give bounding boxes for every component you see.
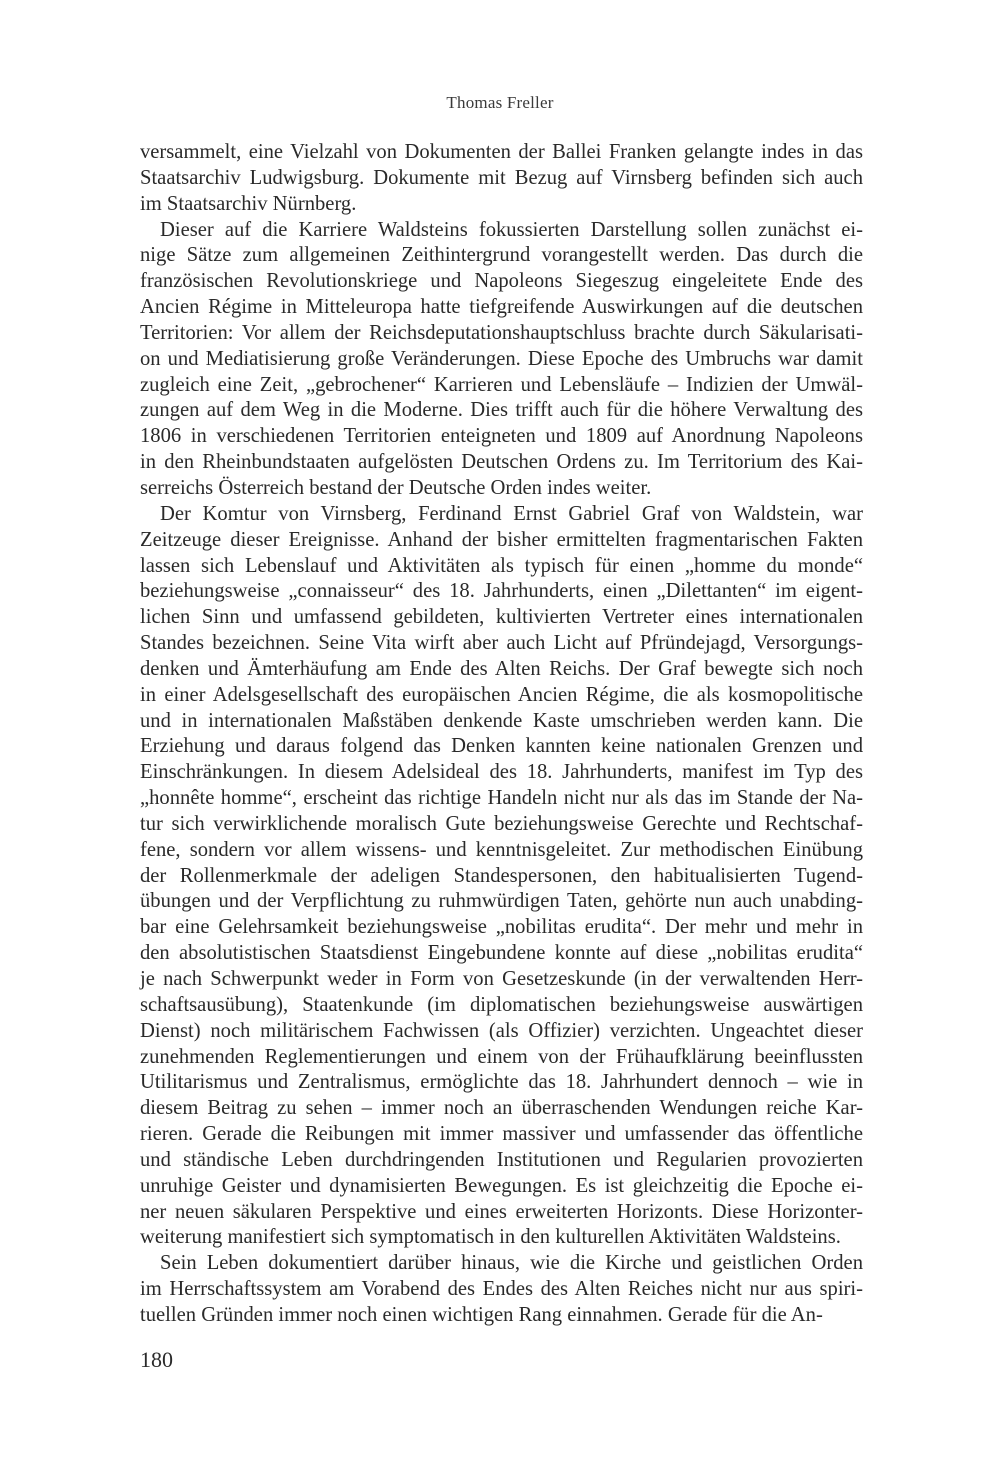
text-line: on und Mediatisierung große Veränderungen. Diese Epoche des Umbruchs war damit [140,347,863,370]
text-line: diesem Beitrag zu sehen – immer noch an überraschenden Wendungen reiche Kar- [140,1097,863,1120]
text-line: Dieser auf die Karriere Waldsteins fokussierten Darstellung sollen zunächst ei- [160,218,863,241]
text-line: denken und Ämterhäufung am Ende des Alten Reichs. Der Graf bewegte sich noch [140,657,863,680]
text-line: in den Rheinbundstaaten aufgelösten Deutschen Ordens zu. Im Territorium des Kai- [140,451,863,474]
text-line: übungen und der Verpflichtung zu ruhmwürdigen Taten, gehörte nun auch unabding- [140,890,863,913]
text-line: nige Sätze zum allgemeinen Zeithintergrund vorangestellt werden. Das durch die [140,244,863,267]
text-line: lassen sich Lebenslauf und Aktivitäten als typisch für einen „homme du monde“ [140,554,863,577]
text-line: schaftsausübung), Staatenkunde (im diplomatischen beziehungsweise auswärtigen [140,993,863,1016]
text-line: serreichs Österreich bestand der Deutsche Orden indes weiter. [140,476,652,499]
text-line: zungen auf dem Weg in die Moderne. Dies trifft auch für die höhere Verwaltung des [140,399,863,422]
text-line: Utilitarismus und Zentralismus, ermöglichte das 18. Jahrhundert dennoch – wie in [140,1071,863,1094]
text-line: versammelt, eine Vielzahl von Dokumenten der Ballei Franken gelangte indes in das [140,141,863,163]
text-line: Erziehung und daraus folgend das Denken kannten keine nationalen Grenzen und [140,735,863,758]
paragraph [140,140,863,218]
text-line: Dienst) noch militärischem Fachwissen (als Offizier) verzichten. Ungeachtet dieser [140,1019,863,1042]
text-line: Staatsarchiv Ludwigsburg. Dokumente mit Bezug auf Virnsberg befinden sich auch [140,166,863,189]
text-line: in einer Adelsgesellschaft des europäischen Ancien Régime, die als kosmopolitische [140,683,863,706]
text-line: weiterung manifestiert sich symptomatisch in den kulturellen Aktivitäten Waldsteins. [140,1226,841,1249]
text-line: beziehungsweise „connaisseur“ des 18. Jahrhunderts, einen „Dilettanten“ im eigent- [140,580,863,603]
text-line: Einschränkungen. In diesem Adelsideal des 18. Jahrhunderts, manifest im Typ des [140,761,863,784]
text-line: zunehmenden Reglementierungen und einem von der Frühaufklärung beeinflussten [140,1045,863,1068]
text-line: bar eine Gelehrsamkeit beziehungsweise „nobilitas erudita“. Der mehr und mehr in [140,916,863,939]
text-line: und in internationalen Maßstäben denkende Kaste umschrieben werden kann. Die [140,709,863,732]
text-line: französischen Revolutionskriege und Napoleons Siegeszug eingeleitete Ende des [140,270,863,293]
text-line: den absolutistischen Staatsdienst Eingebundene konnte auf diese „nobilitas erudita“ [140,942,863,965]
text-line: lichen Sinn und umfassend gebildeten, kultivierten Vertreter eines internationalen [140,606,863,629]
text-line: rieren. Gerade die Reibungen mit immer massiver und umfassender das öffentliche [140,1123,863,1146]
paragraph [140,1251,863,1329]
text-line: ner neuen säkularen Perspektive und eines erweiterten Horizonts. Diese Horizonter- [140,1200,863,1223]
text-line: Territorien: Vor allem der Reichsdeputationshauptschluss brachte durch Säkularisati- [140,321,863,344]
text-line: Sein Leben dokumentiert darüber hinaus, wie die Kirche und geistlichen Orden [160,1252,863,1275]
running-header: Thomas Freller [446,93,554,112]
text-line: 1806 in verschiedenen Territorien enteigneten und 1809 auf Anordnung Napoleons [140,425,863,448]
paragraph [140,218,863,502]
text-line: tur sich verwirklichende moralisch Gute beziehungsweise Gerechte und Rechtschaf- [140,812,863,835]
text-line: zugleich eine Zeit, „gebrochener“ Karrieren und Lebensläufe – Indizien der Umwäl- [140,373,863,396]
text-line: je nach Schwerpunkt weder in Form von Gesetzeskunde (in der verwaltenden Herr- [140,968,863,990]
page-number: 180 [140,1347,173,1372]
text-line: Standes bezeichnen. Seine Vita wirft aber auch Licht auf Pfründejagd, Versorgungs- [140,632,863,655]
text-line: Zeitzeuge dieser Ereignisse. Anhand der bisher ermittelten fragmentarischen Fakten [140,528,863,551]
text-line: Ancien Régime in Mitteleuropa hatte tiefgreifende Auswirkungen auf die deutschen [140,296,863,319]
text-line: tuellen Gründen immer noch einen wichtigen Rang einnahmen. Gerade für die An- [140,1303,823,1326]
text-line: im Staatsarchiv Nürnberg. [140,192,357,215]
text-line: im Herrschaftssystem am Vorabend des Endes des Alten Reiches nicht nur aus spiri- [140,1278,863,1301]
text-line: und ständische Leben durchdringenden Institutionen und Regularien provozierten [140,1148,863,1171]
text-line: der Rollenmerkmale der adeligen Standespersonen, den habitualisierten Tugend- [140,864,863,887]
text-line: unruhige Geister und dynamisierten Bewegungen. Es ist gleichzeitig die Epoche ei- [140,1174,863,1197]
text-line: „honnête homme“, erscheint das richtige Handeln nicht nur als das im Stande der Na- [140,787,863,810]
text-line: fene, sondern vor allem wissens- und kenntnisgeleitet. Zur methodischen Einübung [140,838,863,861]
body-text [140,140,863,1329]
text-line: Der Komtur von Virnsberg, Ferdinand Ernst Gabriel Graf von Waldstein, war [160,502,863,525]
paragraph [140,502,863,1251]
